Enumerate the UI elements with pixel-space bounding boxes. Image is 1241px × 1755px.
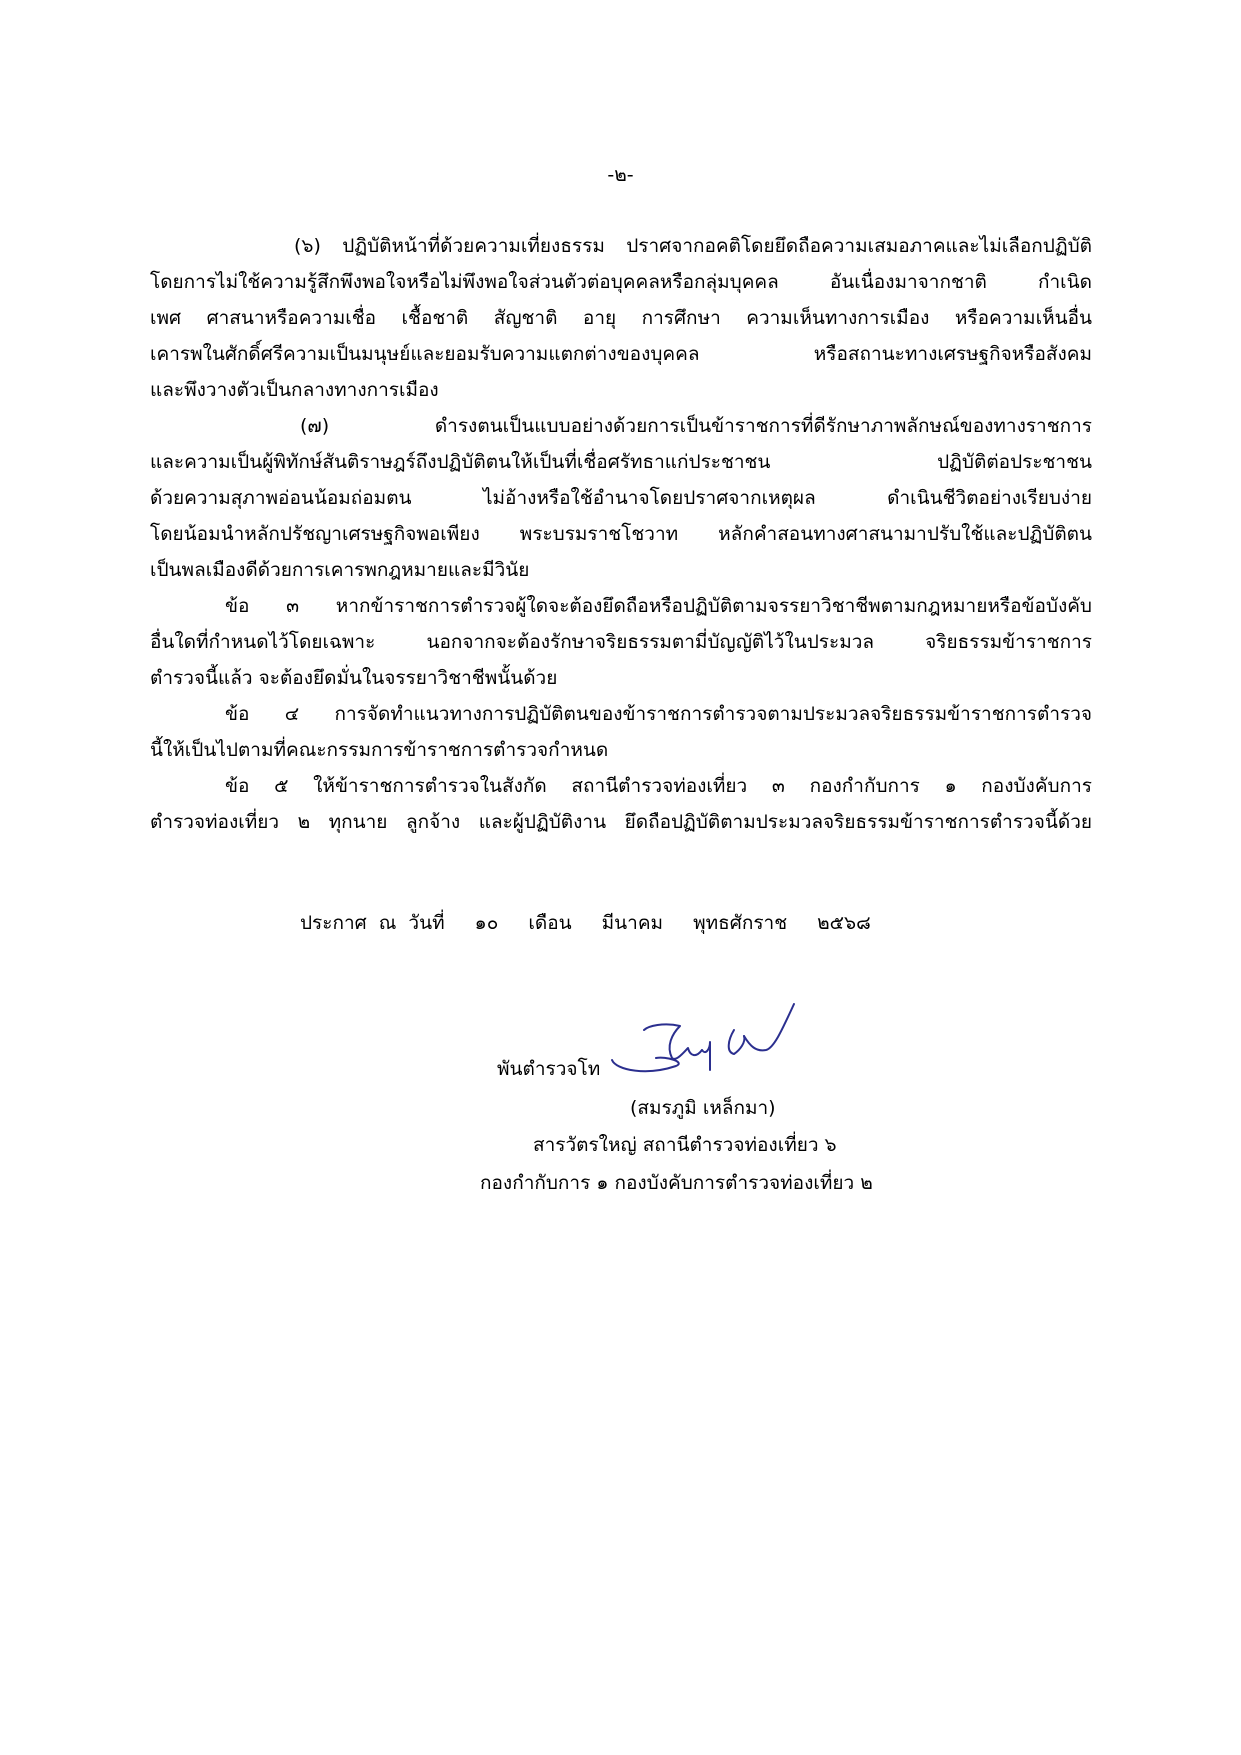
announcement-date <box>300 908 889 938</box>
signatory-position-line2: กองกำกับการ ๑ กองบังคับการตำรวจท่องเที่ยว ๒ <box>480 1172 873 1194</box>
announcement-year-label: พุทธศักราช <box>693 912 788 934</box>
announcement-month: มีนาคม <box>601 912 664 934</box>
announcement-month-label: เดือน <box>528 912 572 934</box>
clause3-line-1: ข้อ ๓ หากข้าราชการตำรวจผู้ใดจะต้องยึดถือหรือปฏิบัติตามจรรยาวิชาชีพตามกฎหมายหรือข้อบังคับ <box>225 595 1092 617</box>
p7-line-5: เป็นพลเมืองดีด้วยการเคารพกฎหมายและมีวินัย <box>150 559 530 581</box>
signature-block <box>460 990 960 1220</box>
signatory-rank: พันตำรวจโท <box>497 1058 601 1080</box>
clause4-line-2: นี้ให้เป็นไปตามที่คณะกรรมการข้าราชการตำรวจกำหนด <box>150 739 609 761</box>
p7-line-3: ด้วยความสุภาพอ่อนน้อมถ่อมตน ไม่อ้างหรือใช้อำนาจโดยปราศจากเหตุผล ดำเนินชีวิตอย่างเรียบง่าย <box>150 487 1092 509</box>
clause4-line-1: ข้อ ๔ การจัดทำแนวทางการปฏิบัติตนของข้าราชการตำรวจตามประมวลจริยธรรมข้าราชการตำรวจ <box>225 703 1092 725</box>
announcement-day: ๑๐ <box>474 912 499 934</box>
clause3-line-3: ตำรวจนี้แล้ว จะต้องยึดมั่นในจรรยาวิชาชีพนั้นด้วย <box>150 667 558 689</box>
p7-line-1: (๗) ดำรงตนเป็นแบบอย่างด้วยการเป็นข้าราชการที่ดีรักษาภาพลักษณ์ของทางราชการ <box>300 415 1092 437</box>
announcement-prefix: ประกาศ ณ วันที่ <box>300 912 445 934</box>
clause3-line-2: อื่นใดที่กำหนดไว้โดยเฉพาะ นอกจากจะต้องรักษาจริยธรรมตามี่บัญญัติไว้ในประมวล จริยธรรมข้าราชการ <box>150 631 1092 653</box>
p6-line-1: (๖) ปฏิบัติหน้าที่ด้วยความเที่ยงธรรม ปราศจากอคติโดยยึดถือความเสมอภาคและไม่เลือกปฏิบัติ <box>294 235 1092 257</box>
document-body <box>150 228 1092 840</box>
page-number: -๒- <box>607 164 634 186</box>
p7-line-4: โดยน้อมนำหลักปรัชญาเศรษฐกิจพอเพียง พระบรมราชโชวาท หลักคำสอนทางศาสนามาปรับใช้และปฏิบัติตน <box>150 523 1092 545</box>
clause5-line-2: ตำรวจท่องเที่ยว ๒ ทุกนาย ลูกจ้าง และผู้ปฏิบัติงาน ยึดถือปฏิบัติตามประมวลจริยธรรมข้าราชการตำรวจนี้ด้วย <box>150 811 1092 833</box>
p6-line-5: และพึงวางตัวเป็นกลางทางการเมือง <box>150 379 439 401</box>
signatory-name: (สมรภูมิ เหล็กมา) <box>630 1097 776 1119</box>
handwritten-signature <box>606 990 806 1090</box>
p6-line-4: เคารพในศักดิ์ศรีความเป็นมนุษย์และยอมรับความแตกต่างของบุคคล หรือสถานะทางเศรษฐกิจหรือสังคม <box>150 343 1092 365</box>
p6-line-2: โดยการไม่ใช้ความรู้สึกพึงพอใจหรือไม่พึงพอใจส่วนตัวต่อบุคคลหรือกลุ่มบุคคล อันเนื่องมาจากชาติ กำเนิด <box>150 271 1092 293</box>
clause5-line-1: ข้อ ๕ ให้ข้าราชการตำรวจในสังกัด สถานีตำรวจท่องเที่ยว ๓ กองกำกับการ ๑ กองบังคับการ <box>225 775 1092 797</box>
signatory-position-line1: สารวัตรใหญ่ สถานีตำรวจท่องเที่ยว ๖ <box>533 1134 837 1156</box>
p7-line-2: และความเป็นผู้พิทักษ์สันติราษฎร์ถึงปฏิบัติตนให้เป็นที่เชื่อศรัทธาแก่ประชาชน ปฏิบัติต่อประชาชน <box>150 451 1092 473</box>
announcement-year: ๒๕๖๘ <box>817 912 871 934</box>
p6-line-3: เพศ ศาสนาหรือความเชื่อ เชื้อชาติ สัญชาติ อายุ การศึกษา ความเห็นทางการเมือง หรือความเห็นอื่น <box>150 307 1092 329</box>
